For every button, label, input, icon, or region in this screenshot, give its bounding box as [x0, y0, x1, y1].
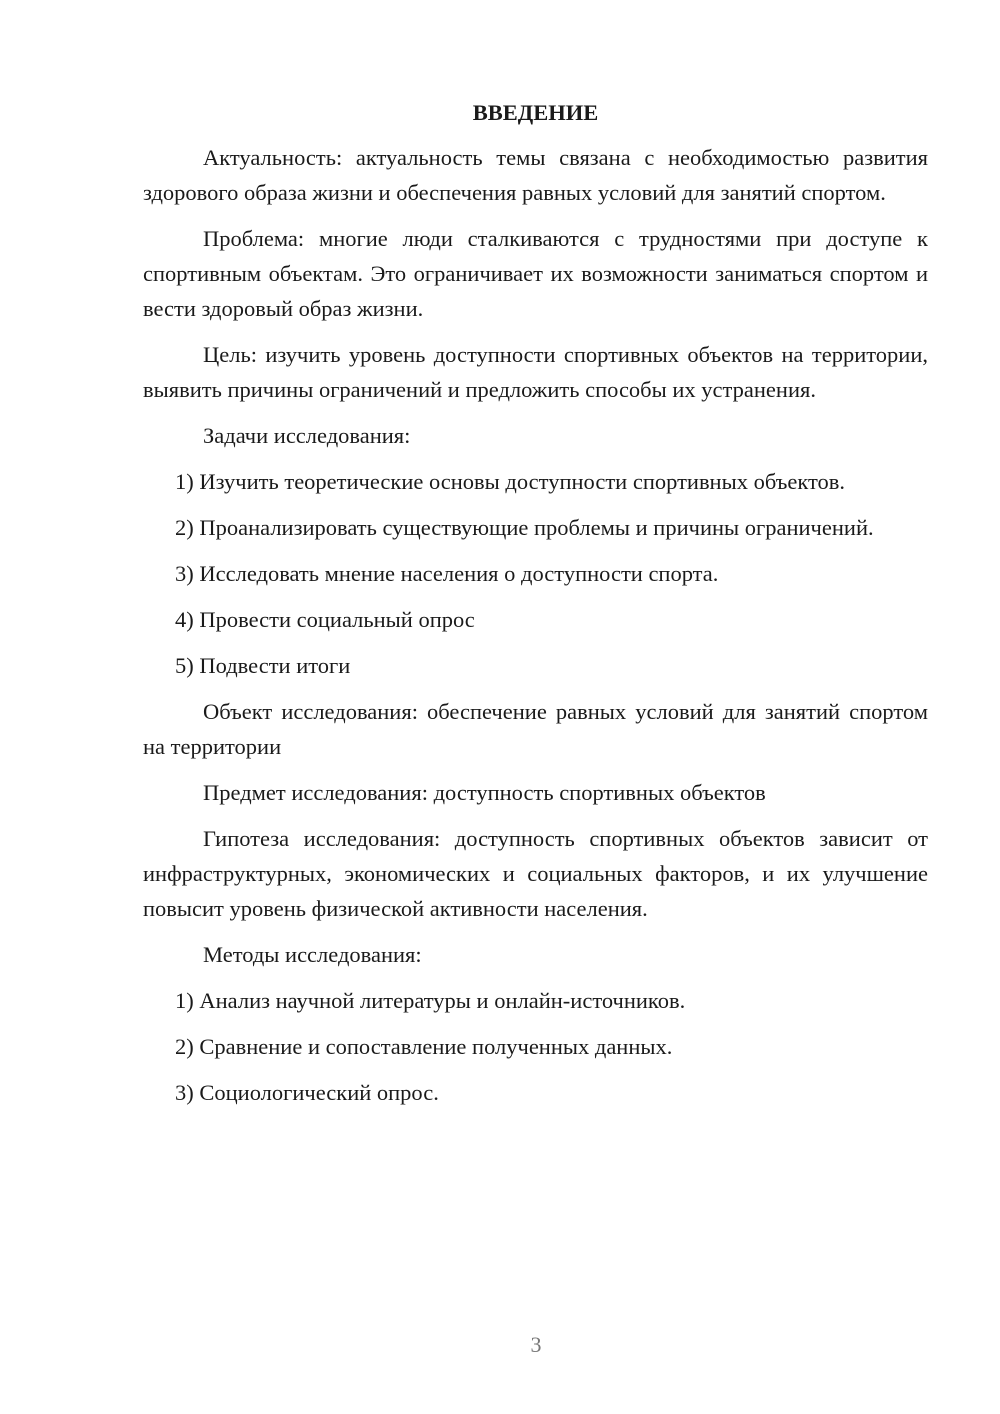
task-item-4: 4) Провести социальный опрос: [175, 607, 475, 632]
document-body: [143, 95, 928, 1121]
paragraph-object: Объект исследования: обеспечение равных условий для занятий спортом на территории: [143, 699, 928, 759]
page-title: ВВЕДЕНИЕ: [472, 100, 599, 125]
task-item-2: 2) Проанализировать существующие проблемы и причины ограничений.: [175, 515, 874, 540]
method-item-1: 1) Анализ научной литературы и онлайн-источников.: [175, 988, 686, 1013]
methods-heading: Методы исследования:: [203, 942, 422, 967]
method-item-3: 3) Социологический опрос.: [175, 1080, 439, 1105]
task-item-5: 5) Подвести итоги: [175, 653, 351, 678]
paragraph-problem: Проблема: многие люди сталкиваются с трудностями при доступе к спортивным объектам. Это ограничивает их возможности заниматься спортом и вести здоровый образ жизни.: [143, 226, 928, 321]
paragraph-hypothesis: Гипотеза исследования: доступность спортивных объектов зависит от инфраструктурных, экономических и социальных факторов, и их улучшение повысит уровень физической активности населения.: [143, 826, 928, 921]
page-number: 3: [530, 1332, 542, 1357]
paragraph-goal: Цель: изучить уровень доступности спортивных объектов на территории, выявить причины ограничений и предложить способы их устранения.: [143, 342, 928, 402]
paragraph-relevance: Актуальность: актуальность темы связана с необходимостью развития здорового образа жизни и обеспечения равных условий для занятий спортом.: [143, 145, 928, 205]
task-item-3: 3) Исследовать мнение населения о доступности спорта.: [175, 561, 719, 586]
paragraph-subject: Предмет исследования: доступность спортивных объектов: [203, 780, 766, 805]
task-item-1: 1) Изучить теоретические основы доступности спортивных объектов.: [175, 469, 846, 494]
tasks-heading: Задачи исследования:: [203, 423, 411, 448]
method-item-2: 2) Сравнение и сопоставление полученных данных.: [175, 1034, 673, 1059]
